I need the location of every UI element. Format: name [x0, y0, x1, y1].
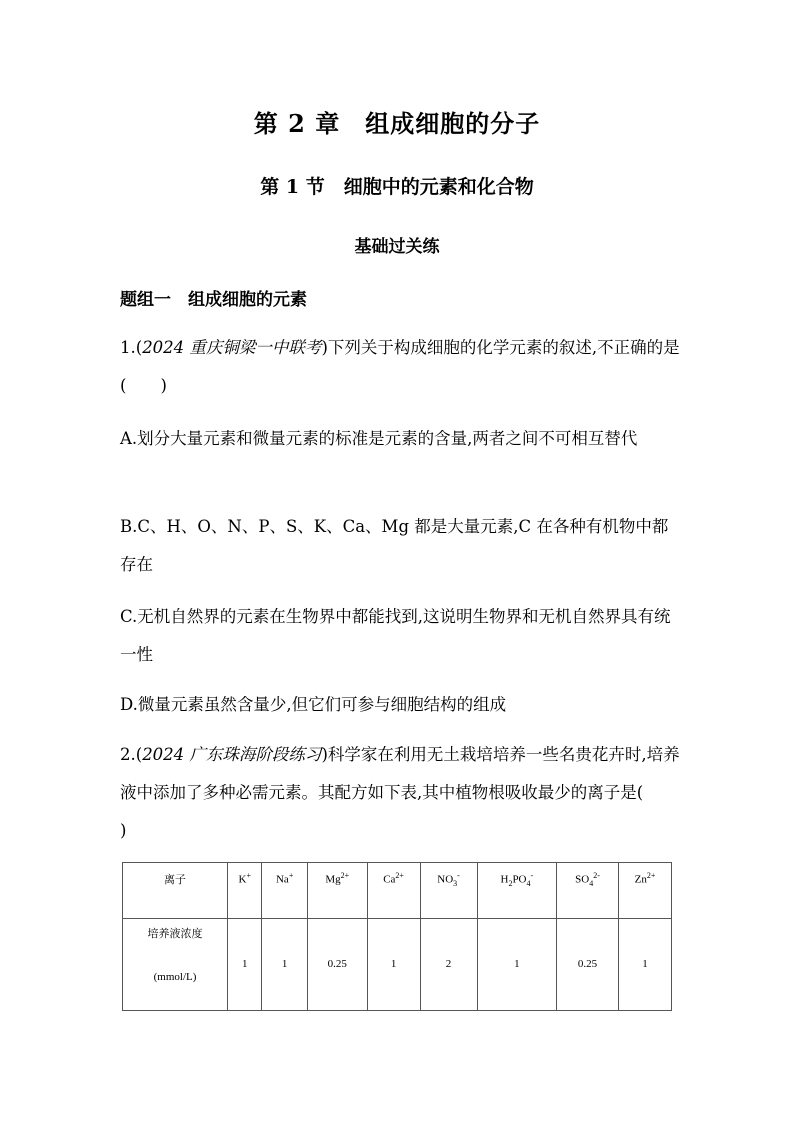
question-2: [120, 736, 680, 850]
ion-header-cell: [367, 863, 420, 919]
group-title: 题组一 组成细胞的元素: [120, 290, 307, 310]
ion-symbol: Ca: [383, 873, 396, 886]
question-1-text: )下列关于构成细胞的化学元素的叙述,不正确的是(: [120, 338, 680, 395]
subsection-title: 基础过关练: [354, 237, 440, 257]
ion-header-cell: [618, 863, 671, 919]
option-c: C.无机自然界的元素在生物界中都能找到,这说明生物界和无机自然界具有统一性: [120, 607, 671, 664]
ion-header-cell: [557, 863, 619, 919]
ion-concentration-value: 1: [477, 919, 557, 1011]
ion-concentration-value: 1: [367, 919, 420, 1011]
ion-concentration-value: 2: [420, 919, 477, 1011]
question-2-number: 2.(: [120, 745, 143, 764]
option-d: D.微量元素虽然含量少,但它们可参与细胞结构的组成: [120, 695, 507, 714]
question-2-text: )科学家在利用无土栽培培养一些名贵花卉时,培养液中添加了多种必需元素。其配方如下表,其中植物根吸收最少的离子是(: [120, 745, 680, 802]
ion-charge: +: [246, 871, 251, 880]
ion-subscript: 4: [589, 878, 594, 888]
ion-charge: +: [288, 871, 294, 880]
chapter-title: 第 2 章 组成细胞的分子: [253, 109, 541, 138]
table-header-row: [123, 863, 672, 919]
ion-header-cell: [420, 863, 477, 919]
ion-header-cell: [307, 863, 367, 919]
ion-charge: -: [457, 871, 460, 880]
ion-concentration-value: 0.25: [557, 919, 619, 1011]
ion-header-cell: [228, 863, 262, 919]
question-2-close: ): [120, 821, 127, 840]
ion-concentration-value: 1: [262, 919, 307, 1011]
table-value-row: [123, 919, 672, 1011]
ion-concentration-value: 1: [228, 919, 262, 1011]
question-1-number: 1.(: [120, 338, 143, 357]
question-1: [120, 329, 680, 405]
ion-concentration-value: 0.25: [307, 919, 367, 1011]
table-header-label: 离子: [123, 863, 228, 919]
option-a: A.划分大量元素和微量元素的标准是元素的含量,两者之间不可相互替代: [120, 429, 638, 448]
ion-symbol: Zn: [634, 873, 647, 886]
question-1-close: ): [160, 376, 167, 395]
ion-symbol: Na: [275, 873, 289, 886]
ion-charge: 2+: [340, 871, 350, 880]
ion-charge: 2-: [593, 871, 600, 880]
table-row-label-cell: [123, 919, 228, 1011]
ion-symbol: SO: [575, 873, 590, 886]
ion-subscript: 4: [526, 878, 531, 888]
table-row-label: 培养液浓度: [147, 928, 203, 940]
ion-header-cell: $H_2PO_4^-$: [477, 863, 557, 919]
question-2-source: 2024 广东珠海阶段练习: [142, 745, 322, 764]
ion-charge: -: [530, 871, 534, 880]
ion-subscript: 3: [453, 878, 458, 888]
section-title: 第 1 节 细胞中的元素和化合物: [260, 176, 534, 198]
ion-concentration-value: 1: [618, 919, 671, 1011]
ion-symbol: NO: [437, 873, 454, 886]
ion-symbol: Mg: [325, 873, 341, 886]
option-b: B.C、H、O、N、P、S、K、Ca、Mg 都是大量元素,C 在各种有机物中都存在: [120, 517, 669, 574]
ion-header-cell: [262, 863, 307, 919]
ion-charge: 2+: [395, 871, 404, 880]
table-row-unit: (mmol/L): [153, 971, 197, 983]
ion-charge: 2+: [646, 871, 656, 880]
question-1-source: 2024 重庆铜梁一中联考: [142, 338, 322, 357]
ion-symbol: K: [238, 873, 247, 886]
ion-concentration-table: [122, 862, 672, 1011]
